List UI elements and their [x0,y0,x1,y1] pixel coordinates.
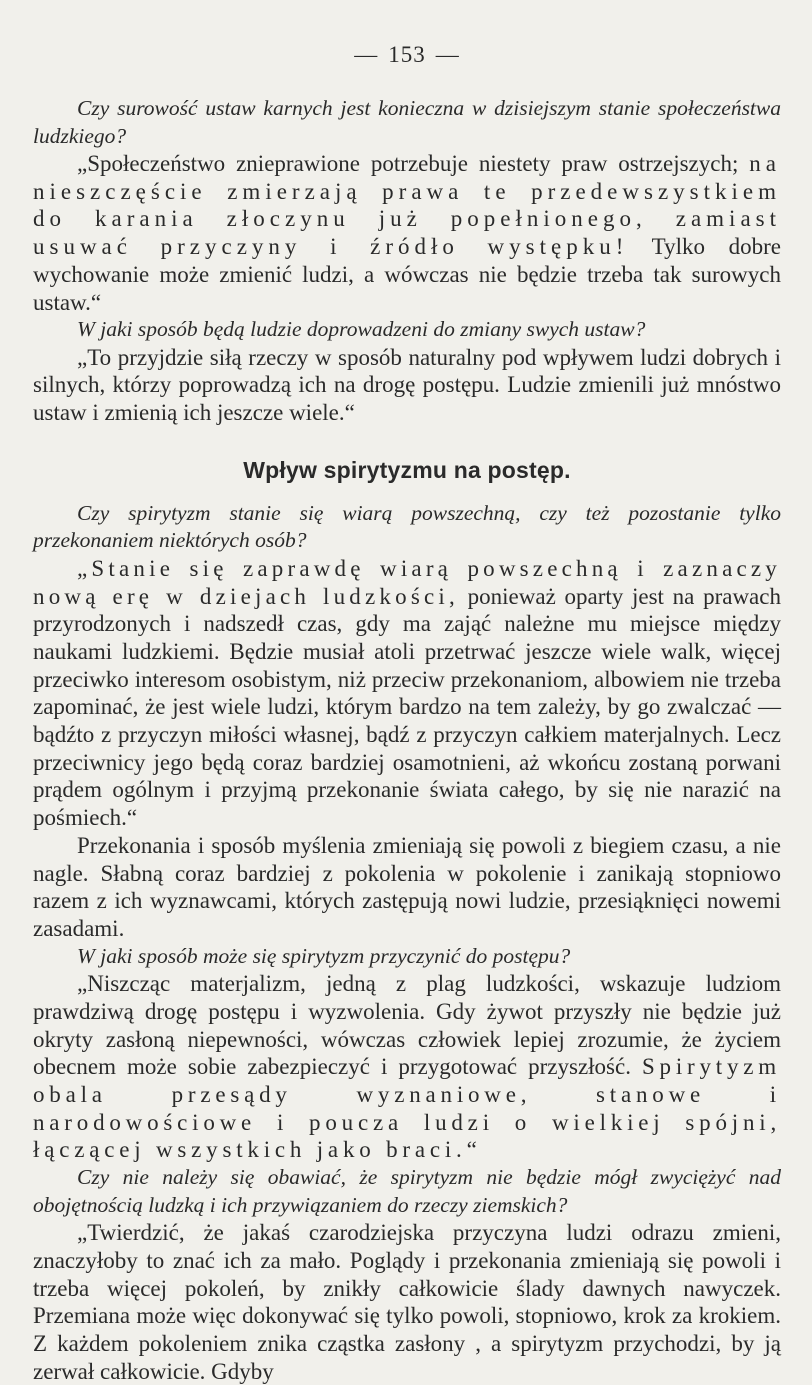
section-heading: Wpływ spirytyzmu na postęp. [243,456,571,483]
answer-spaced-emphasis: „Stanie się zaprawdę wiarą powszechną i zaznaczy nową erę w dziejach ludzkości, [33,555,781,609]
answer-sila-rzeczy: „To przyjdzie siłą rzeczy w sposób naturalny pod wpływem ludzi dobrych i silnych, którzy poprowadzą ich na drogę postępu. Ludzie zmienili już mnóstwo ustaw i zmienią ich jeszcze wiele.“ [33,344,781,426]
answer-niszczac-materjalizm [33,970,781,1164]
answer-text: „Niszcząc materjalizm, jedną z plag ludzkości, wskazuje ludziom prawdziwą drogę postępu i wyzwolenia. Gdy żywot przyszły nie będzie już okryty zasłoną niepewności, wówczas człowiek lepiej zrozumie, że życiem obecnem może sobie zabezpieczyć i przygotować przyszłość. [33,971,781,1080]
page-number-line [33,40,781,70]
question-obojetnosc: Czy nie należy się obawiać, że spirytyzm nie będzie mógł zwyciężyć nad obojętnością ludzką i ich przywiązaniem do rzeczy ziemskich? [33,1165,781,1217]
answer-text: „Społeczeństwo znieprawione potrzebuje niestety praw ostrzejszych; [77,151,750,176]
answer-text: ponieważ oparty jest na prawach przyrodzonych i nadszedł czas, gdy ma zająć należne mu miejsce między naukami ludzkiemi. Będzie musiał atoli przetrwać jeszcze wiele walk, więcej przeciwko interesom osobistym, niż przeciw przekonaniom, albowiem nie trzeba zapominać, że jest wiele ludzi, którym bardzo na tem zależy, by go zwalczać — bądźto z przyczyn miłości własnej, bądź z przyczyn całkiem materjalnych. Lecz przeciwnicy jego będą coraz bardziej osamotnieni, aż wkońcu zostaną porwani prądem ogólnym i przyjmą przekonanie świata całego, by się nie narazić na pośmiech.“ [33,583,781,831]
answer-spaced-emphasis: Spirytyzm obala przesądy wyznaniowe, stanowe i narodowościowe i poucza ludzi o wielkiej spójni, łączącej wszystkich jako braci.“ [33,1054,781,1163]
dash-right: — [435,42,460,67]
answer-twierdzic: „Twierdzić, że jakaś czarodziejska przyczyna ludzi odrazu zmieni, znaczyłoby to znać ich za mało. Poglądy i przekonania zmieniają się powoli i trzeba więcej pokoleń, by znikły całkowicie ślady dawnych nawyczek. Przemiana może więc dokonywać się tylko powoli, stopniowo, krok za krokiem. Z każdem pokoleniem znika cząstka zasłony , a spirytyzm przychodzi, by ją zerwał całkowicie. Gdyby [33,1220,781,1384]
dash-left: — [354,42,379,67]
question-zmiana-ustaw: W jaki sposób będą ludzie doprowadzeni do zmiany swych ustaw? [77,317,646,342]
page-number: 153 [388,42,426,67]
book-page [33,40,781,1385]
paragraph-przekonania: Przekonania i sposób myślenia zmieniają się powoli z biegiem czasu, a nie nagle. Słabną coraz bardziej z pokolenia w pokolenie i zanikają stopniowo razem z ich wyznawcami, których zastępują nowi ludzie, przesiąknięci nowemi zasadami. [33,832,781,941]
question-przyczynic-do-postepu: W jaki sposób może się spirytyzm przyczynić do postępu? [77,943,571,968]
question-surowosc-ustaw: Czy surowość ustaw karnych jest konieczna w dzisiejszym stanie społeczeństwa ludzkiego? [33,96,781,148]
answer-stanie-sie [33,555,781,832]
question-wiara-powszechna: Czy spirytyzm stanie się wiarą powszechną, czy też pozostanie tylko przekonaniem niektórych osób? [33,500,781,553]
answer-spoleczenstwo [33,150,781,316]
answer-text: Tylko dobre wychowanie może zmienić ludzi, a wówczas nie będzie trzeba tak surowych ustaw.“ [33,234,781,315]
answer-spaced-emphasis: na nieszczęście zmierzają prawa te przedewszystkiem do karania złoczynu już popełnionego, zamiast usuwać przyczyny i źródło występku! [33,151,781,260]
